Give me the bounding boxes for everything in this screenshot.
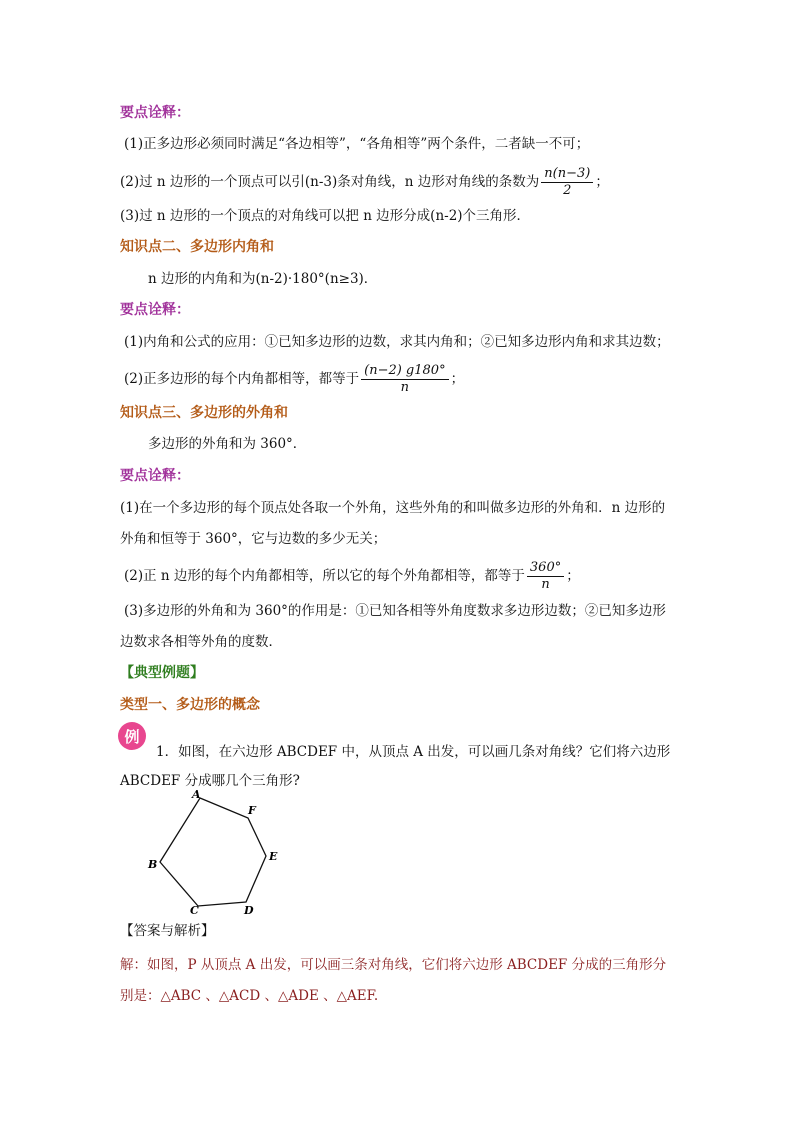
- fraction-denominator: 2: [563, 183, 572, 198]
- exterior-angle-fraction: [527, 560, 564, 593]
- note1-item2: [120, 166, 609, 199]
- note3-item2-text: (2)正 n 边形的每个内角都相等，所以它的每个外角都相等，都等于: [124, 568, 525, 584]
- type1-heading: 类型一、多边形的概念: [120, 697, 260, 713]
- fraction-numerator: n(n−3): [541, 166, 593, 183]
- note3-item3-line1: (3)多边形的外角和为 360°的作用是：①已知各相等外角度数求多边形边数；②已知多边形: [124, 603, 666, 619]
- vertex-label-c: C: [190, 904, 199, 917]
- example-badge: 例: [118, 722, 146, 750]
- vertex-label-b: B: [148, 858, 158, 871]
- note1-item2-end: ；: [595, 174, 609, 190]
- question1-line2: ABCDEF 分成哪几个三角形?: [120, 773, 300, 789]
- fraction-denominator: n: [400, 380, 410, 395]
- point2-body: n 边形的内角和为(n-2)·180°(n≥3)．: [148, 271, 378, 287]
- note1-item2-text: (2)过 n 边形的一个顶点可以引(n-3)条对角线，n 边形对角线的条数为: [120, 174, 540, 190]
- fraction-numerator: 360°: [527, 560, 564, 577]
- note3-item3-line2: 边数求各相等外角的度数．: [120, 634, 282, 650]
- note3-item2-end: ；: [566, 568, 580, 584]
- answer-line2: 别是：△ABC 、△ACD 、△ADE 、△AEF.: [120, 988, 379, 1004]
- note3-item1-line2: 外角和恒等于 360°，它与边数的多少无关；: [120, 531, 387, 547]
- interior-angle-fraction: [361, 363, 448, 396]
- examples-heading: 【典型例题】: [120, 665, 204, 681]
- note2-heading: 要点诠释：: [120, 302, 190, 318]
- note3-heading: 要点诠释：: [120, 468, 190, 484]
- answer-heading: 【答案与解析】: [120, 923, 215, 939]
- vertex-label-f: F: [248, 804, 256, 817]
- note2-item2: [124, 363, 464, 396]
- note2-item2-text: (2)正多边形的每个内角都相等，都等于: [124, 371, 360, 387]
- point2-heading: 知识点二、多边形内角和: [120, 239, 274, 255]
- note1-item1: (1)正多边形必须同时满足“各边相等”，“各角相等”两个条件，二者缺一不可；: [124, 136, 590, 152]
- note3-item1-line1: (1)在一个多边形的每个顶点处各取一个外角，这些外角的和叫做多边形的外角和．n 边形的: [120, 500, 666, 516]
- vertex-label-d: D: [244, 904, 254, 917]
- note2-item2-end: ；: [450, 371, 465, 387]
- point3-heading: 知识点三、多边形的外角和: [120, 405, 288, 421]
- vertex-label-e: E: [269, 850, 278, 863]
- vertex-label-a: A: [192, 788, 201, 801]
- note3-item2: [124, 560, 580, 593]
- fraction-numerator: (n−2) g180°: [361, 363, 448, 380]
- fraction-denominator: n: [541, 577, 550, 592]
- diagonal-count-fraction: [541, 166, 593, 199]
- point3-body: 多边形的外角和为 360°．: [148, 436, 307, 452]
- note1-item3: (3)过 n 边形的一个顶点的对角线可以把 n 边形分成(n-2)个三角形．: [120, 208, 531, 224]
- note1-heading: 要点诠释：: [120, 105, 190, 121]
- answer-line1: 解：如图，P 从顶点 A 出发，可以画三条对角线，它们将六边形 ABCDEF 分成的三角形分: [120, 957, 667, 973]
- question1-line1: 1．如图，在六边形 ABCDEF 中，从顶点 A 出发，可以画几条对角线？它们将六边形: [156, 744, 671, 760]
- note2-item1: (1)内角和公式的应用：①已知多边形的边数，求其内角和；②已知多边形内角和求其边数；: [124, 334, 670, 350]
- hexagon-figure: [140, 788, 290, 920]
